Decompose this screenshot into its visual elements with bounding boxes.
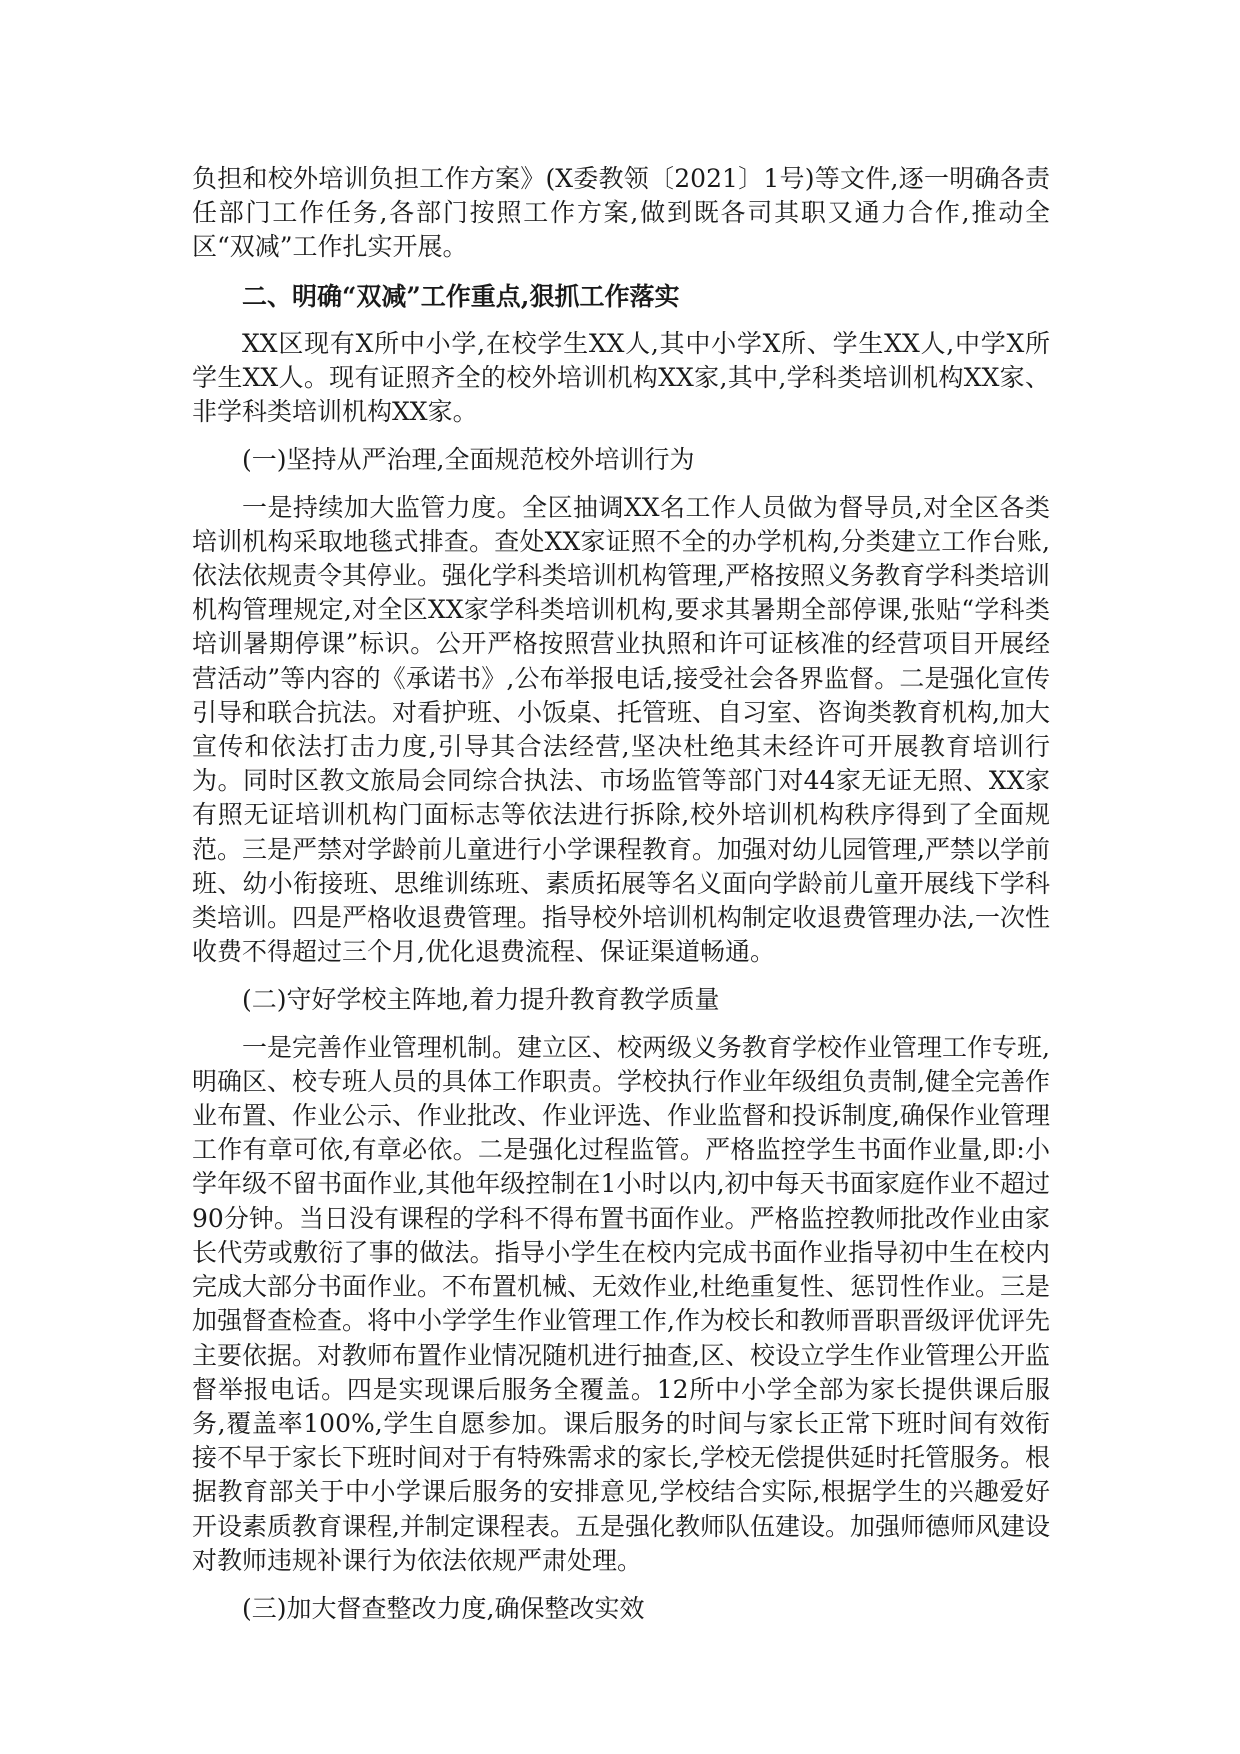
subsection-body-1: 一是持续加大监管力度。全区抽调XX名工作人员做为督导员,对全区各类培训机构采取地毯式排查。查处XX家证照不全的办学机构,分类建立工作台账,依法依规责令其停业。强化学科类培训机构管理,严格按照义务教育学科类培训机构管理规定,对全区XX家学科类培训机构,要求其暑期全部停课,张贴“学科类培训暑期停课”标识。公开严格按照营业执照和许可证核准的经营项目开展经营活动”等内容的《承诺书》,公布举报电话,接受社会各界监督。二是强化宣传引导和联合抗法。对看护班、小饭桌、托管班、自习室、咨询类教育机构,加大宣传和依法打击力度,引导其合法经营,坚决杜绝其未经许可开展教育培训行为。同时区教文旅局会同综合执法、市场监管等部门对44家无证无照、XX家有照无证培训机构门面标志等依法进行拆除,校外培训机构秩序得到了全面规范。三是严禁对学龄前儿童进行小学课程教育。加强对幼儿园管理,严禁以学前班、幼小衔接班、思维训练班、素质拓展等名义面向学龄前儿童开展线下学科类培训。四是严格收退费管理。指导校外培训机构制定收退费管理办法,一次性收费不得超过三个月,优化退费流程、保证渠道畅通。	[192, 492, 1050, 967]
continuation-paragraph: 负担和校外培训负担工作方案》(X委教领〔2021〕1号)等文件,逐一明确各责任部门工作任务,各部门按照工作方案,做到既各司其职又通力合作,推动全区“双减”工作扎实开展。	[192, 164, 1050, 262]
subsection-body-2: 一是完善作业管理机制。建立区、校两级义务教育学校作业管理工作专班,明确区、校专班人员的具体工作职责。学校执行作业年级组负责制,健全完善作业布置、作业公示、作业批改、作业评选、作业监督和投诉制度,确保作业管理工作有章可依,有章必依。二是强化过程监管。严格监控学生书面作业量,即:小学年级不留书面作业,其他年级控制在1小时以内,初中每天书面家庭作业不超过90分钟。当日没有课程的学科不得布置书面作业。严格监控教师批改作业由家长代劳或敷衍了事的做法。指导小学生在校内完成书面作业指导初中生在校内完成大部分书面作业。不布置机械、无效作业,杜绝重复性、惩罚性作业。三是加强督查检查。将中小学学生作业管理工作,作为校长和教师晋职晋级评优评先主要依据。对教师布置作业情况随机进行抽查,区、校设立学生作业管理公开监督举报电话。四是实现课后服务全覆盖。12所中小学全部为家长提供课后服务,覆盖率100%,学生自愿参加。课后服务的时间与家长正常下班时间有效衔接不早于家长下班时间对于有特殊需求的家长,学校无偿提供延时托管服务。根据教育部关于中小学课后服务的安排意见,学校结合实际,根据学生的兴趣爱好开设素质教育课程,并制定课程表。五是强化教师队伍建设。加强师德师风建设对教师违规补课行为依法依规严肃处理。	[192, 1032, 1050, 1575]
section-intro-paragraph: XX区现有X所中小学,在校学生XX人,其中小学X所、学生XX人,中学X所学生XX人。现有证照齐全的校外培训机构XX家,其中,学科类培训机构XX家、非学科类培训机构XX家。	[192, 328, 1050, 427]
section-heading: 二、明确“双减”工作重点,狠抓工作落实	[242, 281, 680, 311]
document-page	[192, 162, 1050, 1626]
subsection-heading-2: (二)守好学校主阵地,着力提升教育教学质量	[242, 985, 720, 1015]
subsection-heading-3: (三)加大督查整改力度,确保整改实效	[242, 1593, 645, 1623]
subsection-heading-1: (一)坚持从严治理,全面规范校外培训行为	[242, 445, 695, 475]
